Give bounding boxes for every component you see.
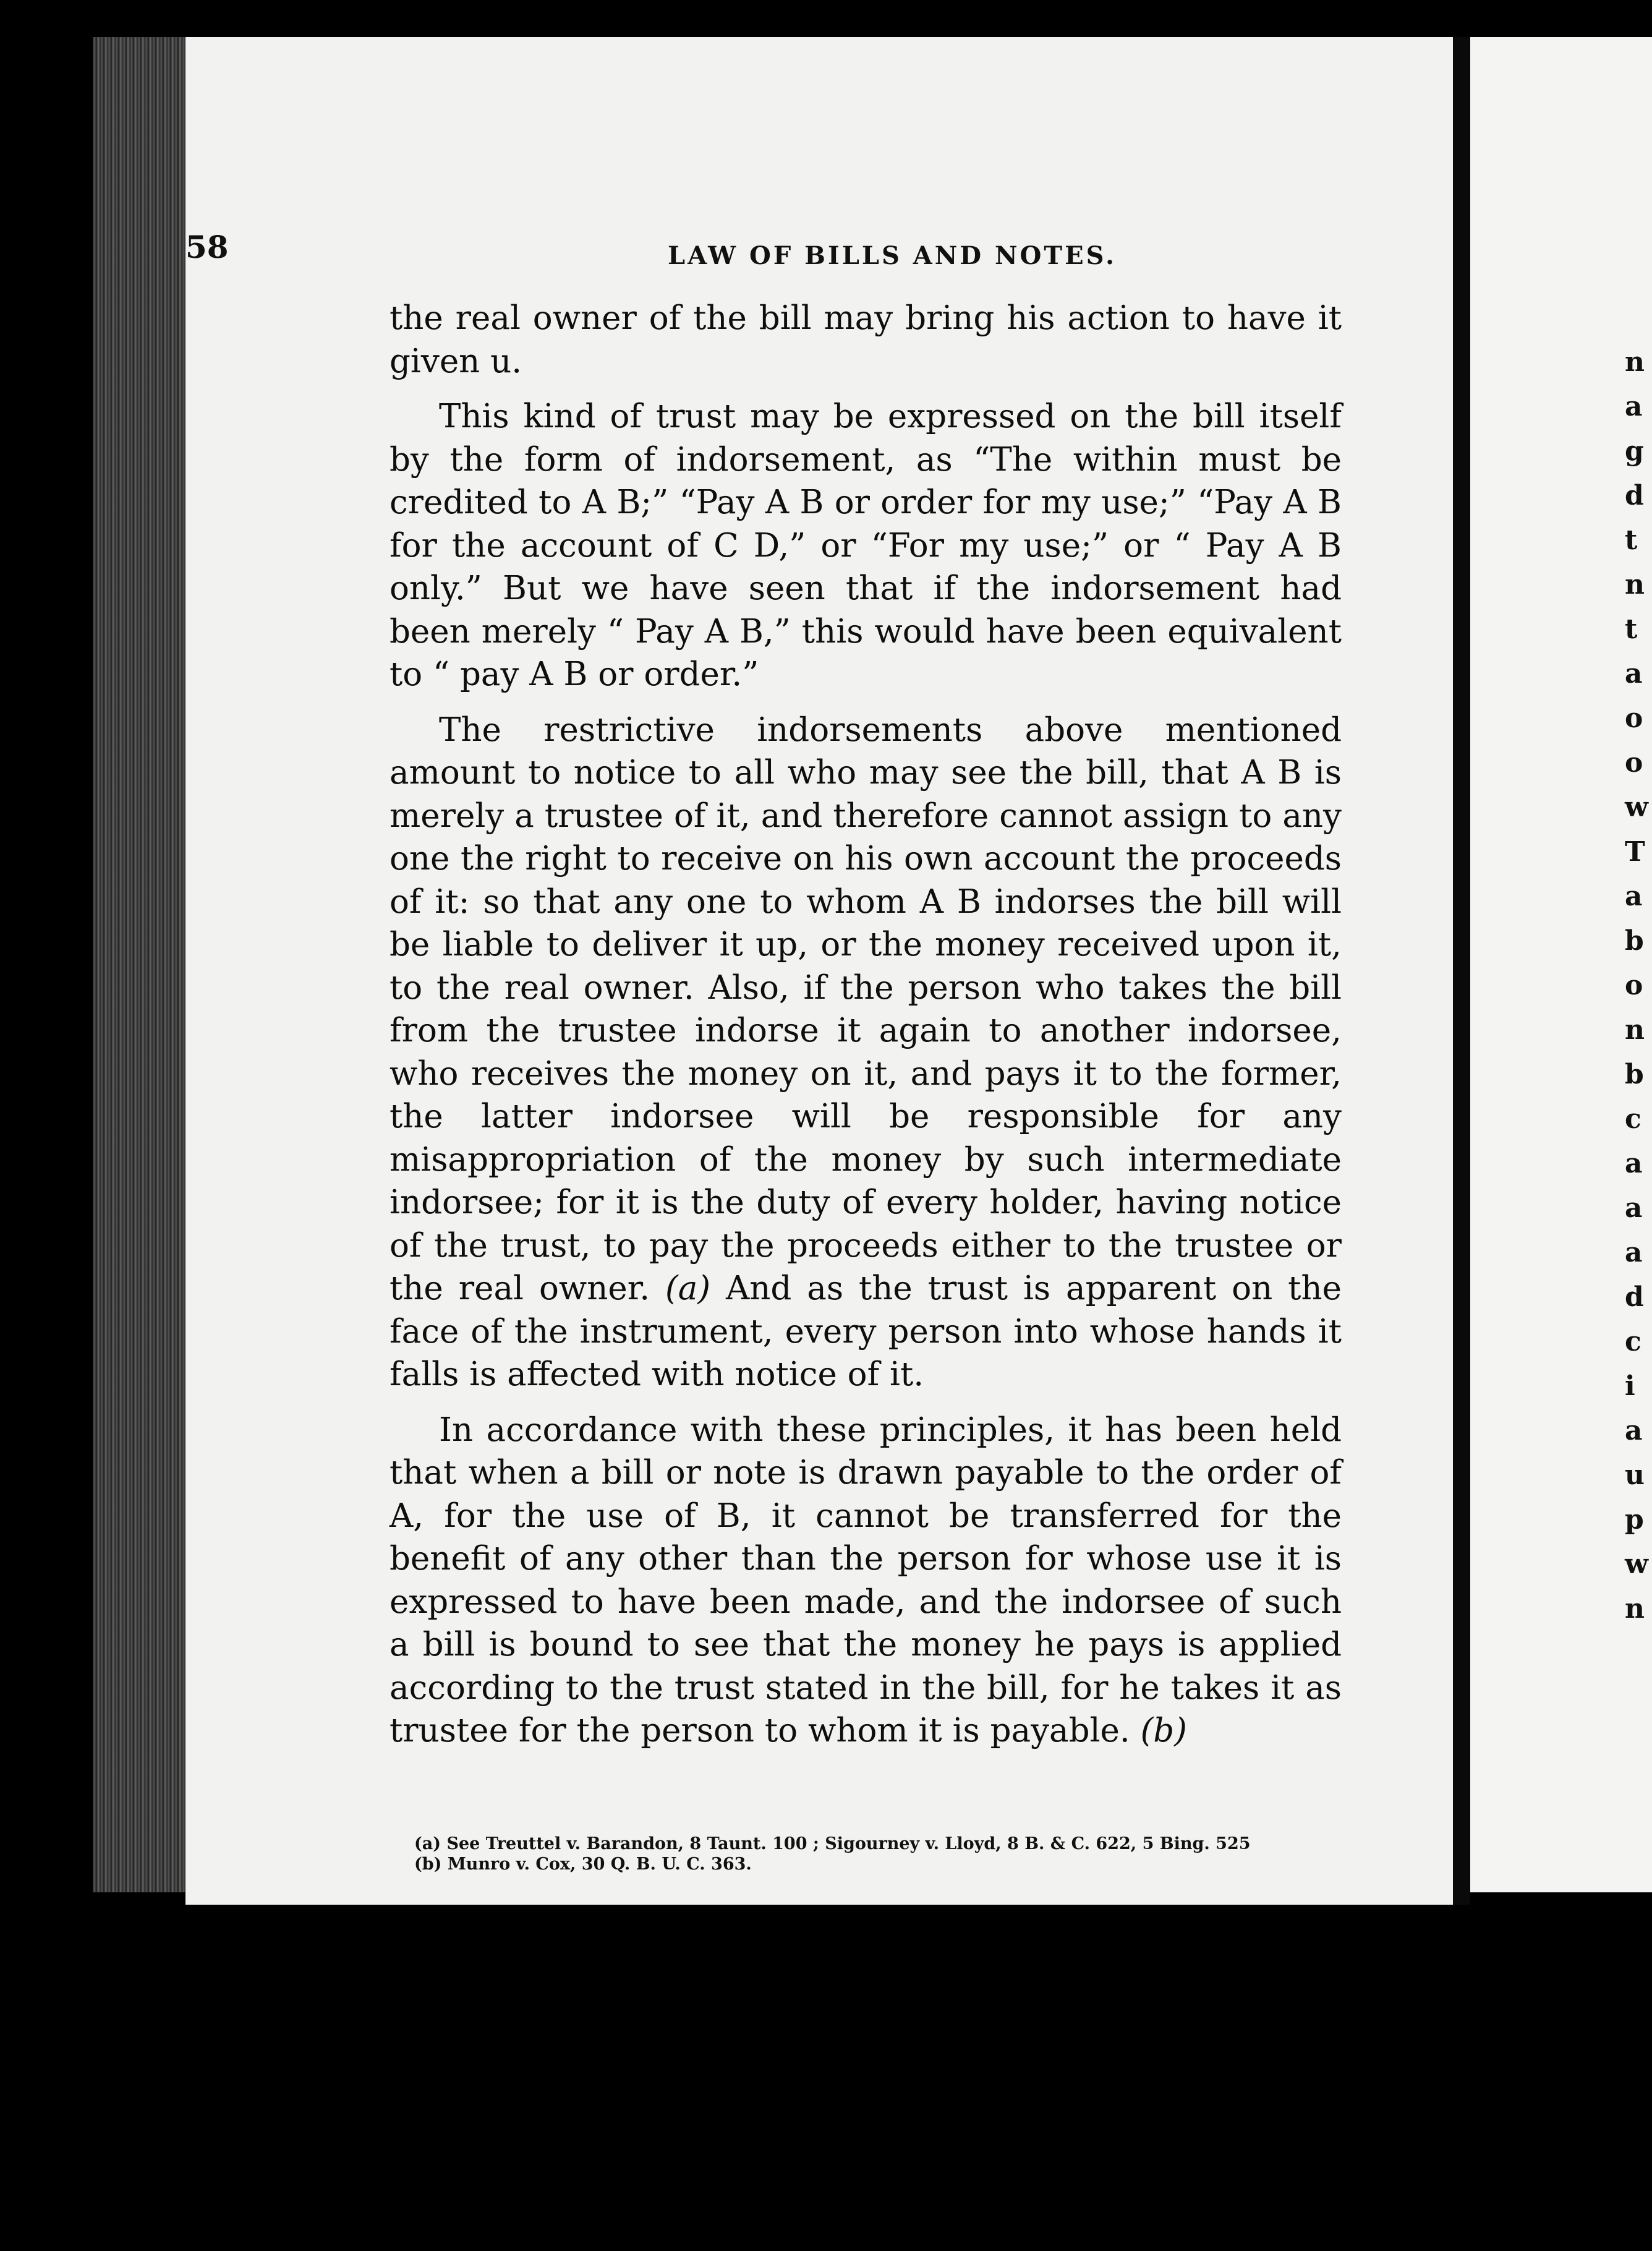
footnotes xyxy=(390,1834,1342,1874)
right-page-fragment-3: g xyxy=(1625,435,1644,467)
right-page-fragment-6: n xyxy=(1625,569,1645,600)
right-page-fragment-1: n xyxy=(1625,346,1645,378)
right-page-fragment-19: a xyxy=(1625,1148,1643,1179)
paragraph-2: This kind of trust may be expressed on the bill itself by the form of indorsement, as “The within must be credited to A B;” “Pay A B or order for my use;” “Pay A B for the account of C D,” or “For my use;” or “ Pay A B only.” But we have seen that if the indorsement had been merely “ Pay A B,” this would have been equivalent to “ pay A B or order.” xyxy=(390,398,1342,693)
right-page-fragment-2: a xyxy=(1625,391,1643,422)
book-gutter xyxy=(1453,37,1470,1905)
right-page-fragment-24: i xyxy=(1625,1370,1635,1402)
right-page-fragment-29: n xyxy=(1625,1593,1645,1625)
right-page-fragment-11: w xyxy=(1625,792,1648,823)
right-page-fragment-28: w xyxy=(1625,1548,1648,1580)
right-page-fragment-5: t xyxy=(1625,524,1638,556)
right-page-fragment-26: u xyxy=(1625,1459,1645,1491)
right-page-fragment-27: p xyxy=(1625,1504,1644,1536)
right-page-fragment-9: o xyxy=(1625,703,1643,734)
right-page-fragment-7: t xyxy=(1625,613,1638,645)
paragraph-3-text-b: And as the trust is apparent on the face of the instrument, every person into whose hands it falls is affected with notice of it. xyxy=(390,1270,1342,1393)
right-page-fragment-13: a xyxy=(1625,881,1643,912)
right-page-fragment-21: a xyxy=(1625,1237,1643,1268)
paragraph-1: the real owner of the bill may bring his action to have it given u. xyxy=(390,299,1342,380)
right-page-fragment-22: d xyxy=(1625,1281,1644,1313)
right-page-fragment-12: T xyxy=(1625,836,1645,868)
right-page-fragment-4: d xyxy=(1625,480,1644,511)
right-page-fragment-25: a xyxy=(1625,1415,1643,1446)
right-page-fragment xyxy=(1470,37,1652,1892)
right-page-fragment-14: b xyxy=(1625,925,1644,957)
right-page-text-fragments xyxy=(1470,37,1652,1892)
footnote-ref-a: (a) xyxy=(665,1270,710,1307)
paragraph-4-text: In accordance with these principles, it has been held that when a bill or note is drawn payable to the order of A, for the use of B, it cannot be transferred for the benefit of any other than the person for whose use it is expressed to have been made, and the indorsee of such a bill is bound to see that the money he pays is applied according to the trust stated in the bill, for he takes it as trustee for the person to whom it is payable. xyxy=(390,1411,1342,1749)
paragraph-3 xyxy=(390,709,1342,1396)
paragraph-4 xyxy=(390,1409,1342,1753)
footnote-a: (a) See Treuttel v. Barandon, 8 Taunt. 100 ; Sigourney v. Lloyd, 8 B. & C. 622, 5 Bing. 525 xyxy=(414,1834,1251,1853)
right-page-fragment-20: a xyxy=(1625,1192,1643,1224)
page-edge-strip xyxy=(93,37,192,1892)
paragraph-3-text-a: The restrictive indorsements above mentioned amount to notice to all who may see the bill, that A B is merely a trustee of it, and therefore cannot assign to any one the right to receive on his own account the proceeds of it: so that any one to whom A B indorses the bill will be liable to deliver it up, or the money received upon it, to the real owner. Also, if the person who takes the bill from the trustee indorse it again to another indorsee, who receives the money on it, and pays it to the former, the latter indorsee will be responsible for any misappropriation of the money by such intermediate indorsee; for it is the duty of every holder, having notice of the trust, to pay the proceeds either to the trustee or the real owner. xyxy=(390,711,1342,1307)
right-page-fragment-8: a xyxy=(1625,658,1643,690)
footnote-ref-b: (b) xyxy=(1140,1712,1187,1749)
page-number: 58 xyxy=(185,229,229,265)
right-page-fragment-23: c xyxy=(1625,1326,1641,1357)
running-head: LAW OF BILLS AND NOTES. xyxy=(668,241,1117,270)
right-page-fragment-17: b xyxy=(1625,1059,1644,1090)
right-page-fragment-10: o xyxy=(1625,747,1643,779)
right-page-fragment-15: o xyxy=(1625,970,1643,1001)
right-page-fragment-16: n xyxy=(1625,1014,1645,1046)
body-text xyxy=(390,297,1342,1753)
footnote-b: (b) Munro v. Cox, 30 Q. B. U. C. 363. xyxy=(414,1855,752,1874)
right-page-fragment-18: c xyxy=(1625,1103,1641,1135)
